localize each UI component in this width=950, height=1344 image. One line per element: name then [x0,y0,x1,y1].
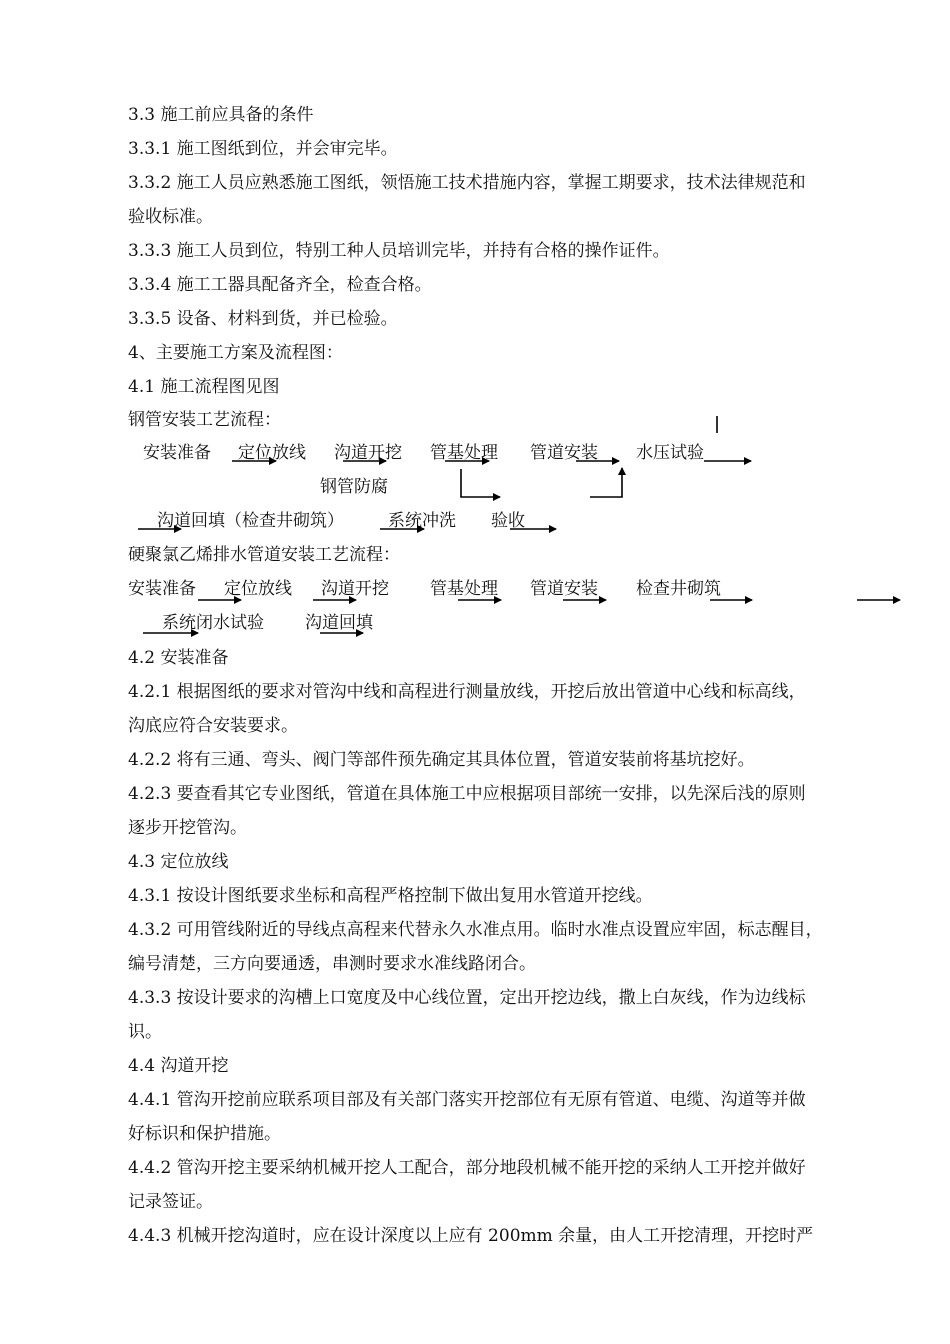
section-heading-3-3: 3.3 施工前应具备的条件 [128,105,314,125]
paragraph-4-4-2-cont: 记录签证。 [128,1192,213,1212]
paragraph-3-3-2: 3.3.2 施工人员应熟悉施工图纸，领悟施工技术措施内容，掌握工期要求，技术法律规范和 [128,173,806,193]
flow2-step-manhole: 检查井砌筑 [636,579,721,599]
paragraph-3-3-1: 3.3.1 施工图纸到位，并会审完毕。 [128,139,398,159]
paragraph-4-2-1: 4.2.1 根据图纸的要求对管沟中线和高程进行测量放线，开挖后放出管道中心线和标高线， [128,682,806,702]
flow2-step-closed-water-test: 系统闭水试验 [162,613,264,633]
flow2-title: 硬聚氯乙烯排水管道安装工艺流程： [128,545,400,565]
flow1-step-install: 管道安装 [530,443,598,463]
section-heading-4-3: 4.3 定位放线 [128,852,229,872]
paragraph-4-3-1: 4.3.1 按设计图纸要求坐标和高程严格控制下做出复用水管道开挖线。 [128,886,653,906]
paragraph-4-3-2-cont: 编号清楚，三方向要通透，串测时要求水准线路闭合。 [128,954,536,974]
flow1-branch-down [461,469,500,497]
paragraph-4-2-3-cont: 逐步开挖管沟。 [128,818,247,838]
paragraph-4-4-1-cont: 好标识和保护措施。 [128,1124,281,1144]
flow1-step-prep: 安装准备 [143,443,211,463]
flow1-step-pressure-test: 水压试验 [636,443,704,463]
flow1-step-anticorrosion: 钢管防腐 [320,477,388,497]
flow2-step-install: 管道安装 [530,579,598,599]
flow2-step-backfill: 沟道回填 [305,613,373,633]
section-heading-4-1: 4.1 施工流程图见图 [128,377,280,397]
section-heading-4: 4、主要施工方案及流程图： [128,343,343,363]
flow1-step-layout: 定位放线 [238,443,306,463]
paragraph-3-3-3: 3.3.3 施工人员到位，特别工种人员培训完毕，并持有合格的操作证件。 [128,241,670,261]
flow1-step-base: 管基处理 [430,443,498,463]
flow2-step-base: 管基处理 [430,579,498,599]
paragraph-4-4-2: 4.4.2 管沟开挖主要采纳机械开挖人工配合，部分地段机械不能开挖的采纳人工开挖并做好 [128,1158,806,1178]
paragraph-4-3-3: 4.3.3 按设计要求的沟槽上口宽度及中心线位置，定出开挖边线，撒上白灰线，作为边线标 [128,988,806,1008]
flow2-step-trench: 沟道开挖 [321,579,389,599]
section-heading-4-4: 4.4 沟道开挖 [128,1056,229,1076]
paragraph-3-3-5: 3.3.5 设备、材料到货，并已检验。 [128,309,398,329]
paragraph-4-2-3: 4.2.3 要查看其它专业图纸，管道在具体施工中应根据项目部统一安排，以先深后浅的原则 [128,784,806,804]
flow1-title: 钢管安装工艺流程： [128,410,281,430]
flow2-step-prep: 安装准备 [128,579,196,599]
paragraph-4-4-1: 4.4.1 管沟开挖前应联系项目部及有关部门落实开挖部位有无原有管道、电缆、沟道等并做 [128,1090,806,1110]
paragraph-4-2-1-cont: 沟底应符合安装要求。 [128,716,298,736]
flow1-branch-up [590,468,622,497]
paragraph-4-3-2: 4.3.2 可用管线附近的导线点高程来代替永久水准点用。临时水准点设置应牢固，标志醒目， [128,920,823,940]
paragraph-4-3-3-cont: 识。 [128,1022,162,1042]
flow2-step-layout: 定位放线 [224,579,292,599]
paragraph-4-4-3: 4.4.3 机械开挖沟道时，应在设计深度以上应有 200mm 余量，由人工开挖清理，开挖时严 [128,1226,814,1246]
flow1-step-trench: 沟道开挖 [334,443,402,463]
flow1-step-acceptance: 验收 [491,511,525,531]
section-heading-4-2: 4.2 安装准备 [128,648,229,668]
paragraph-3-3-4: 3.3.4 施工工器具配备齐全，检查合格。 [128,275,432,295]
paragraph-3-3-2-cont: 验收标准。 [128,207,213,227]
flow1-step-flush: 系统冲洗 [388,511,456,531]
paragraph-4-2-2: 4.2.2 将有三通、弯头、阀门等部件预先确定其具体位置，管道安装前将基坑挖好。 [128,750,755,770]
flow1-step-backfill: 沟道回填（检查井砌筑） [157,511,344,531]
